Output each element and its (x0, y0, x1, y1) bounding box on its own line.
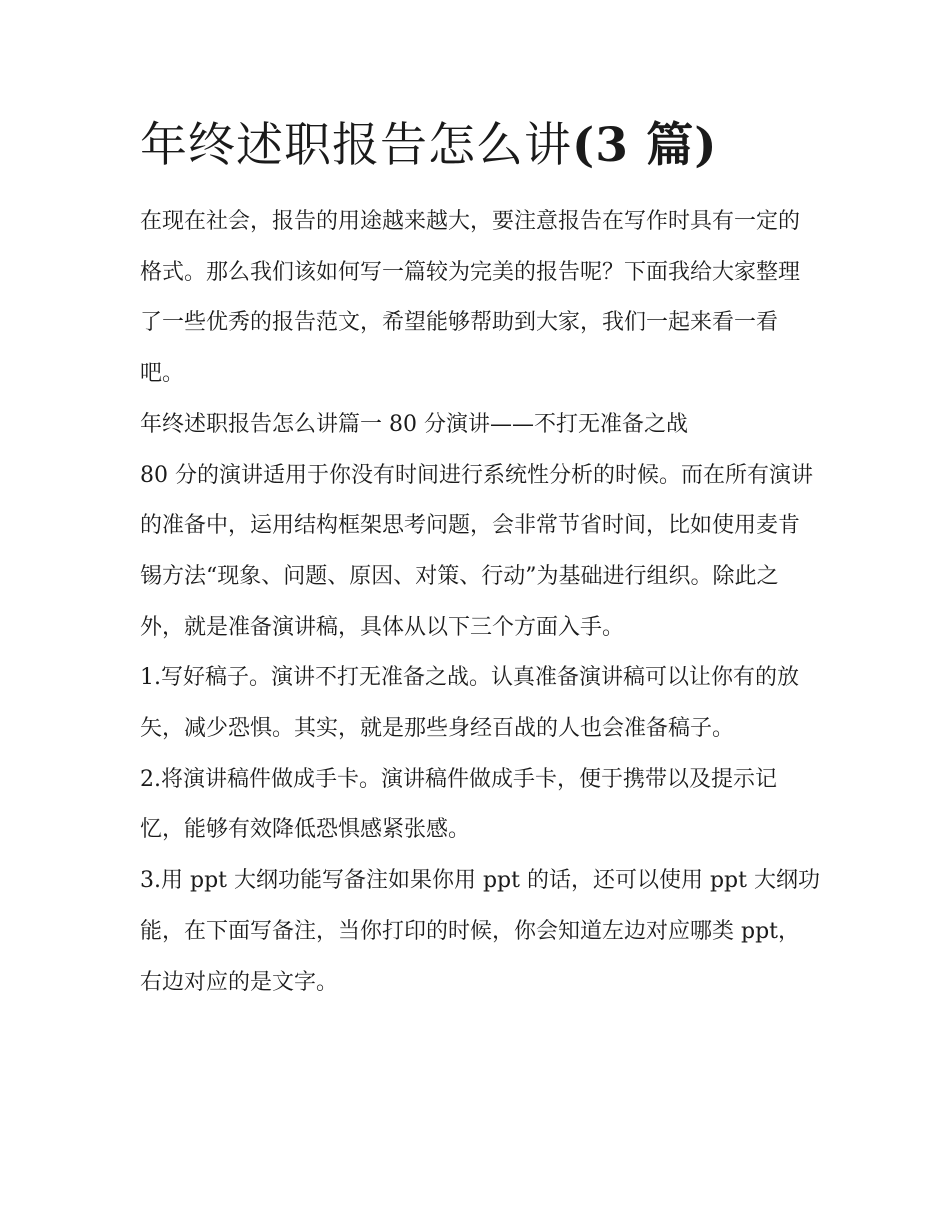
list-item-1: 1.写好稿子。演讲不打无准备之战。认真准备演讲稿可以让你有的放矢，减少恐惧。其实，就是那些身经百战的人也会准备稿子。 (140, 665, 799, 742)
list-item-3: 3.用 ppt 大纲功能写备注如果你用 ppt 的话，还可以使用 ppt 大纲功能，在下面写备注，当你打印的时候，你会知道左边对应哪类 ppt，右边对应的是文字。 (140, 868, 820, 995)
intro-paragraph: 在现在社会，报告的用途越来越大，要注意报告在写作时具有一定的格式。那么我们该如何写一篇较为完美的报告呢？下面我给大家整理了一些优秀的报告范文，希望能够帮助到大家，我们一起来看一看吧。 (140, 209, 801, 387)
list-item-2: 2.将演讲稿件做成手卡。演讲稿件做成手卡，便于携带以及提示记忆，能够有效降低恐惧感紧张感。 (140, 766, 777, 843)
section-heading: 年终述职报告怎么讲篇一 80 分演讲——不打无准备之战 (140, 411, 688, 437)
body-paragraph: 80 分的演讲适用于你没有时间进行系统性分析的时候。而在所有演讲的准备中，运用结构框架思考问题，会非常节省时间，比如使用麦肯锡方法“现象、问题、原因、对策、行动”为基础进行组织。除此之外，就是准备演讲稿，具体从以下三个方面入手。 (140, 462, 813, 640)
document-body (140, 197, 820, 1008)
document-title (140, 118, 840, 174)
title-suffix: (3 篇) (572, 118, 718, 173)
title-main: 年终述职报告怎么讲 (140, 118, 572, 173)
